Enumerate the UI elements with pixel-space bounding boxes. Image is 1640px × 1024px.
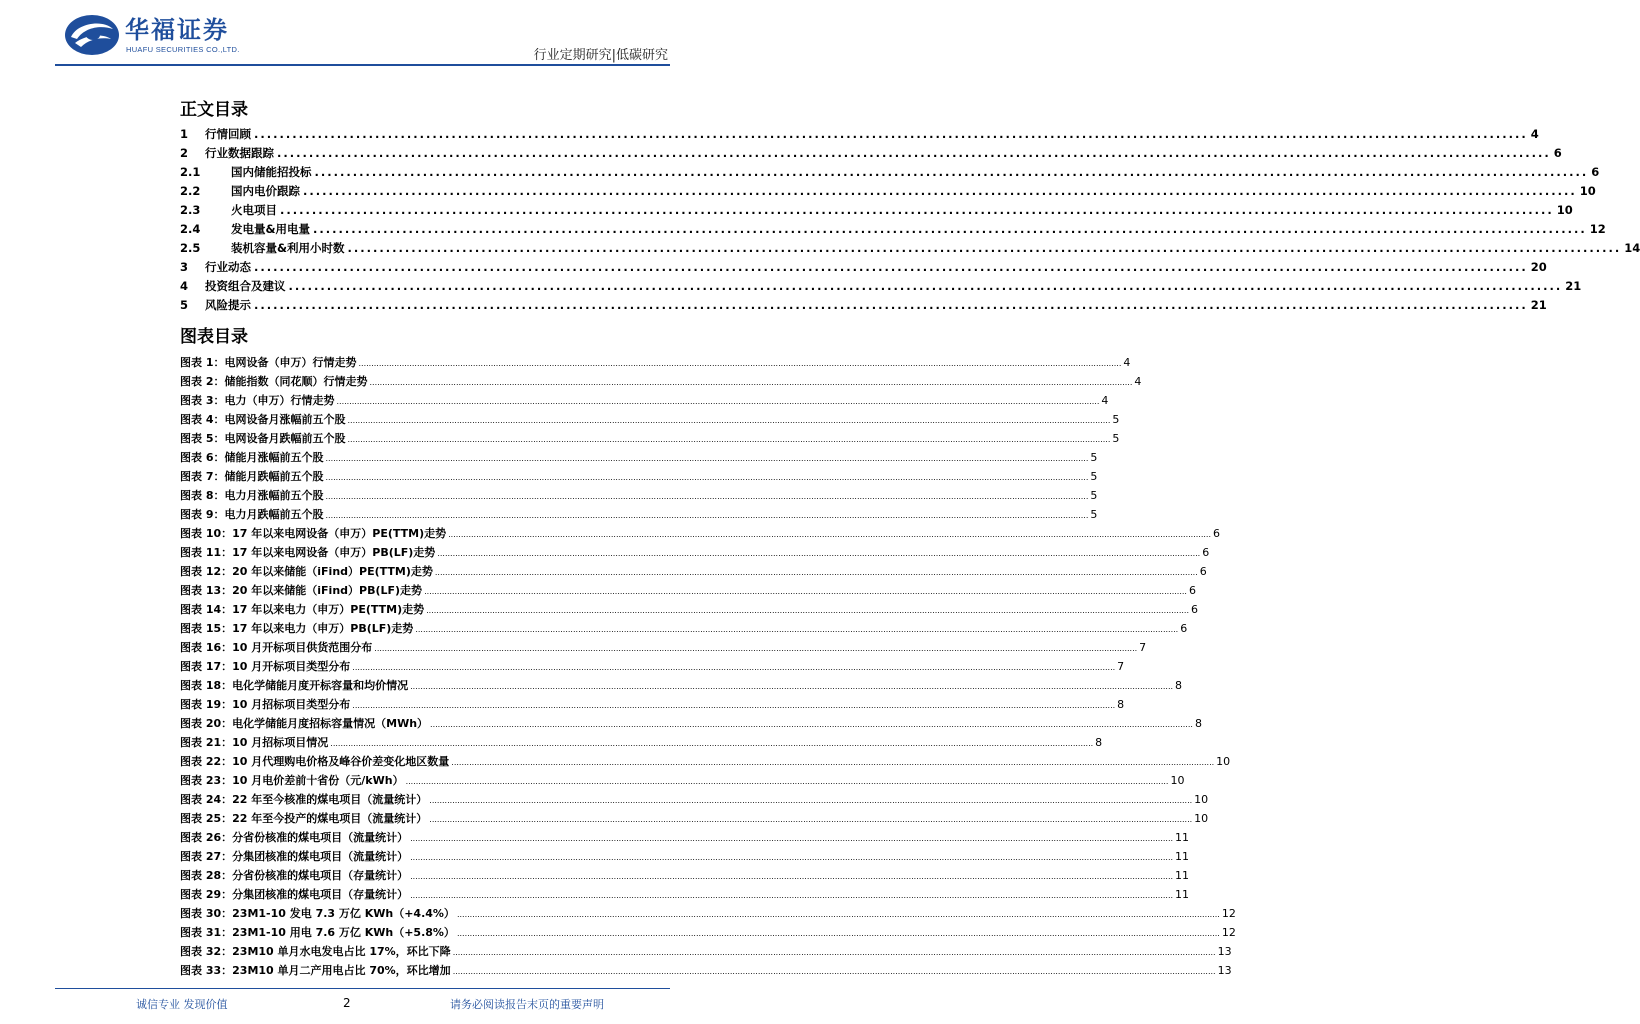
figure-leader-dots: ............................................................................................................................................................................................................................................................................................................ — [429, 796, 1193, 805]
figure-leader-dots: ............................................................................................................................................................................................................................................................................................................ — [374, 644, 1138, 653]
toc-entry[interactable] — [180, 259, 1547, 278]
figure-entry-page: 4 — [1123, 356, 1131, 369]
figure-leader-dots: ............................................................................................................................................................................................................................................................................................................ — [369, 378, 1133, 387]
figure-entry-page: 11 — [1175, 850, 1190, 863]
figure-entry-page: 8 — [1175, 679, 1183, 692]
figure-leader-dots: ............................................................................................................................................................................................................................................................................................................ — [437, 549, 1201, 558]
figure-entry[interactable] — [180, 829, 1190, 848]
figure-entry[interactable] — [180, 658, 1125, 677]
report-type: 行业定期研究|低碳研究 — [533, 48, 668, 63]
figure-entry-title: 图表 6：储能月涨幅前五个股 — [180, 451, 324, 464]
figure-entry-title: 图表 2：储能指数（同花顺）行情走势 — [180, 375, 368, 388]
figure-entry-title: 图表 14：17 年以来电力（申万）PE(TTM)走势 — [180, 603, 425, 616]
figure-entry[interactable] — [180, 544, 1210, 563]
figure-entry-title: 图表 24：22 年至今核准的煤电项目（流量统计） — [180, 793, 428, 806]
figure-entry-page: 10 — [1194, 793, 1209, 806]
figure-leader-dots: ............................................................................................................................................................................................................................................................................................................ — [405, 777, 1169, 786]
figure-entry-title: 图表 10：17 年以来电网设备（申万）PE(TTM)走势 — [180, 527, 447, 540]
figure-entry-title: 图表 1：电网设备（申万）行情走势 — [180, 356, 357, 369]
figure-entry-title: 图表 23：10 月电价差前十省份（元/kWh） — [180, 774, 404, 787]
toc-entry[interactable] — [180, 164, 1600, 183]
figure-leader-dots: ............................................................................................................................................................................................................................................................................................................ — [352, 663, 1116, 672]
page-header — [0, 0, 724, 70]
figure-leader-dots: ............................................................................................................................................................................................................................................................................................................ — [410, 891, 1174, 900]
figure-entry[interactable] — [180, 734, 1103, 753]
figure-entry-page: 6 — [1188, 584, 1196, 597]
figure-entry-page: 12 — [1221, 926, 1236, 939]
toc-entry-number: 2.1 — [180, 165, 201, 179]
figure-leader-dots: ............................................................................................................................................................................................................................................................................................................ — [410, 853, 1174, 862]
toc-leader-dots: ........................................................................................................................................................................................................ — [314, 165, 1589, 179]
figure-entry[interactable] — [180, 924, 1236, 943]
figure-entry[interactable] — [180, 848, 1190, 867]
figure-entry-page: 7 — [1139, 641, 1147, 654]
figure-leader-dots: ............................................................................................................................................................................................................................................................................................................ — [451, 758, 1215, 767]
footer-disclaimer: 请务必阅读报告末页的重要声明 — [450, 998, 604, 1011]
toc-leader-dots: ........................................................................................................................................................................................................ — [280, 203, 1554, 217]
figure-leader-dots: ............................................................................................................................................................................................................................................................................................................ — [325, 473, 1089, 482]
page-number: 2 — [343, 996, 351, 1010]
figure-leader-dots: ............................................................................................................................................................................................................................................................................................................ — [434, 568, 1198, 577]
figure-entry-title: 图表 5：电网设备月跌幅前五个股 — [180, 432, 346, 445]
figure-leader-dots: ............................................................................................................................................................................................................................................................................................................ — [347, 416, 1111, 425]
figure-leader-dots: ............................................................................................................................................................................................................................................................................................................ — [347, 435, 1111, 444]
figure-entry-page: 8 — [1095, 736, 1103, 749]
toc-entry-title: 风险提示 — [205, 298, 251, 312]
toc-entry-title: 国内储能招投标 — [231, 165, 312, 179]
figure-entry-title: 图表 30：23M1-10 发电 7.3 万亿 KWh（+4.4%） — [180, 907, 455, 920]
figure-entry-page: 12 — [1221, 907, 1236, 920]
toc-entry-title: 火电项目 — [231, 203, 277, 217]
figure-entry-title: 图表 18：电化学储能月度开标容量和均价情况 — [180, 679, 409, 692]
figure-leader-dots: ............................................................................................................................................................................................................................................................................................................ — [430, 720, 1193, 729]
figure-entry[interactable] — [180, 563, 1207, 582]
figure-entry-page: 10 — [1216, 755, 1231, 768]
figure-entry-page: 8 — [1194, 717, 1202, 730]
toc-entry[interactable] — [180, 126, 1539, 145]
toc-entry-title: 投资组合及建议 — [205, 279, 286, 293]
toc-entry-page: 10 — [1556, 203, 1573, 217]
toc-entry-title: 行业数据跟踪 — [205, 146, 274, 160]
table-of-contents — [180, 126, 1640, 316]
figure-entry[interactable] — [180, 962, 1232, 981]
figure-entry[interactable] — [180, 582, 1196, 601]
figure-entry[interactable] — [180, 791, 1209, 810]
figure-entry-title: 图表 9：电力月跌幅前五个股 — [180, 508, 324, 521]
toc-entry-number: 5 — [180, 298, 189, 312]
figure-entry-title: 图表 27：分集团核准的煤电项目（流量统计） — [180, 850, 409, 863]
figure-leader-dots: ............................................................................................................................................................................................................................................................................................................ — [424, 587, 1187, 596]
figure-entry[interactable] — [180, 696, 1125, 715]
figure-leader-dots: ............................................................................................................................................................................................................................................................................................................ — [336, 397, 1100, 406]
figure-leader-dots: ............................................................................................................................................................................................................................................................................................................ — [415, 625, 1179, 634]
figure-entry[interactable] — [180, 639, 1147, 658]
figure-entry[interactable] — [180, 810, 1209, 829]
figure-entry[interactable] — [180, 506, 1098, 525]
figure-entry-title: 图表 15：17 年以来电力（申万）PB(LF)走势 — [180, 622, 414, 635]
figure-entry-title: 图表 4：电网设备月涨幅前五个股 — [180, 413, 346, 426]
toc-entry-number: 2.4 — [180, 222, 201, 236]
toc-leader-dots: ........................................................................................................................................................................................................ — [254, 260, 1528, 274]
figure-entry-title: 图表 13：20 年以来储能（iFind）PB(LF)走势 — [180, 584, 423, 597]
toc-entry-page: 6 — [1553, 146, 1562, 160]
toc-entry-number: 1 — [180, 127, 189, 141]
figure-entry-page: 6 — [1191, 603, 1199, 616]
toc-leader-dots: ........................................................................................................................................................................................................ — [288, 279, 1563, 293]
figure-entry-page: 5 — [1090, 489, 1098, 502]
figure-entry-page: 8 — [1117, 698, 1125, 711]
figure-leader-dots: ............................................................................................................................................................................................................................................................................................................ — [456, 929, 1220, 938]
figure-entry-page: 5 — [1090, 470, 1098, 483]
figure-entry[interactable] — [180, 392, 1109, 411]
toc-entry-page: 12 — [1589, 222, 1606, 236]
figure-entry[interactable] — [180, 411, 1120, 430]
figure-leader-dots: ............................................................................................................................................................................................................................................................................................................ — [429, 815, 1193, 824]
figure-entry-title: 图表 20：电化学储能月度招标容量情况（MWh） — [180, 717, 429, 730]
figure-entry-page: 5 — [1112, 432, 1120, 445]
figure-list-heading: 图表目录 — [180, 327, 248, 347]
figure-entry-page: 6 — [1202, 546, 1210, 559]
figure-entry-title: 图表 32：23M10 单月水电发电占比 17%，环比下降 — [180, 945, 451, 958]
huafu-logo-icon — [63, 13, 121, 57]
figure-leader-dots: ............................................................................................................................................................................................................................................................................................................ — [325, 511, 1089, 520]
figure-entry[interactable] — [180, 620, 1188, 639]
figure-entry[interactable] — [180, 468, 1098, 487]
figure-leader-dots: ............................................................................................................................................................................................................................................................................................................ — [330, 739, 1094, 748]
toc-entry[interactable] — [180, 145, 1562, 164]
toc-entry-title: 行业动态 — [205, 260, 251, 274]
toc-entry-number: 4 — [180, 279, 189, 293]
figure-entry-title: 图表 22：10 月代理购电价格及峰谷价差变化地区数量 — [180, 755, 450, 768]
figure-entry[interactable] — [180, 449, 1098, 468]
figure-entry[interactable] — [180, 905, 1236, 924]
figure-entry-title: 图表 16：10 月开标项目供货范围分布 — [180, 641, 373, 654]
figure-entry[interactable] — [180, 487, 1098, 506]
figure-entry-title: 图表 7：储能月跌幅前五个股 — [180, 470, 324, 483]
toc-entry-number: 2.5 — [180, 241, 201, 255]
toc-leader-dots: ........................................................................................................................................................................................................ — [254, 298, 1528, 312]
figure-leader-dots: ............................................................................................................................................................................................................................................................................................................ — [325, 492, 1089, 501]
figure-leader-dots: ............................................................................................................................................................................................................................................................................................................ — [325, 454, 1089, 463]
figure-entry-title: 图表 17：10 月开标项目类型分布 — [180, 660, 351, 673]
footer-divider — [55, 988, 670, 989]
figure-entry-title: 图表 21：10 月招标项目情况 — [180, 736, 329, 749]
figure-entry[interactable] — [180, 715, 1202, 734]
figure-entry-page: 13 — [1217, 945, 1232, 958]
figure-entry-page: 11 — [1175, 869, 1190, 882]
toc-entry-number: 2.3 — [180, 203, 201, 217]
figure-entry[interactable] — [180, 772, 1185, 791]
figure-leader-dots: ............................................................................................................................................................................................................................................................................................................ — [452, 967, 1216, 976]
figure-entry-title: 图表 19：10 月招标项目类型分布 — [180, 698, 351, 711]
figure-list — [180, 354, 1236, 981]
figure-entry-title: 图表 28：分省份核准的煤电项目（存量统计） — [180, 869, 409, 882]
figure-entry-title: 图表 31：23M1-10 用电 7.6 万亿 KWh（+5.8%） — [180, 926, 455, 939]
toc-leader-dots: ........................................................................................................................................................................................................ — [313, 222, 1587, 236]
figure-entry-page: 6 — [1199, 565, 1207, 578]
figure-leader-dots: ............................................................................................................................................................................................................................................................................................................ — [358, 359, 1122, 368]
figure-entry-title: 图表 33：23M10 单月二产用电占比 70%，环比增加 — [180, 964, 451, 977]
figure-entry[interactable] — [180, 753, 1231, 772]
logo-text-en: HUAFU SECURITIES CO.,LTD. — [126, 45, 240, 54]
toc-entry-page: 21 — [1530, 298, 1547, 312]
toc-entry-title: 国内电价跟踪 — [231, 184, 300, 198]
toc-entry-number: 2 — [180, 146, 189, 160]
footer-slogan: 诚信专业 发现价值 — [136, 998, 228, 1011]
figure-entry-page: 6 — [1180, 622, 1188, 635]
figure-entry-page: 6 — [1213, 527, 1221, 540]
figure-entry-page: 4 — [1101, 394, 1109, 407]
figure-entry-page: 11 — [1175, 831, 1190, 844]
toc-leader-dots: ........................................................................................................................................................................................................ — [254, 127, 1528, 141]
figure-entry-title: 图表 12：20 年以来储能（iFind）PE(TTM)走势 — [180, 565, 433, 578]
figure-entry-title: 图表 25：22 年至今投产的煤电项目（流量统计） — [180, 812, 428, 825]
figure-entry-page: 10 — [1194, 812, 1209, 825]
figure-leader-dots: ............................................................................................................................................................................................................................................................................................................ — [352, 701, 1116, 710]
toc-entry-number: 3 — [180, 260, 189, 274]
toc-entry-page: 10 — [1579, 184, 1596, 198]
logo-text-cn: 华福证券 — [125, 15, 229, 44]
toc-entry-number: 2.2 — [180, 184, 201, 198]
toc-entry[interactable] — [180, 221, 1606, 240]
figure-entry[interactable] — [180, 430, 1120, 449]
figure-entry-title: 图表 26：分省份核准的煤电项目（流量统计） — [180, 831, 409, 844]
toc-entry[interactable] — [180, 183, 1596, 202]
figure-entry[interactable] — [180, 943, 1232, 962]
toc-entry-page: 20 — [1530, 260, 1547, 274]
figure-leader-dots: ............................................................................................................................................................................................................................................................................................................ — [410, 872, 1174, 881]
figure-entry-page: 10 — [1170, 774, 1185, 787]
header-divider — [55, 64, 670, 66]
figure-entry-page: 5 — [1090, 508, 1098, 521]
toc-entry-page: 21 — [1565, 279, 1582, 293]
figure-entry[interactable] — [180, 373, 1142, 392]
figure-entry[interactable] — [180, 886, 1190, 905]
toc-entry-title: 发电量&用电量 — [231, 222, 311, 236]
figure-entry[interactable] — [180, 867, 1190, 886]
toc-entry[interactable] — [180, 240, 1640, 259]
figure-entry-title: 图表 3：电力（申万）行情走势 — [180, 394, 335, 407]
figure-entry[interactable] — [180, 525, 1221, 544]
toc-heading: 正文目录 — [180, 100, 248, 120]
figure-leader-dots: ............................................................................................................................................................................................................................................................................................................ — [426, 606, 1190, 615]
figure-entry-title: 图表 8：电力月涨幅前五个股 — [180, 489, 324, 502]
figure-leader-dots: ............................................................................................................................................................................................................................................................................................................ — [456, 910, 1220, 919]
figure-entry-page: 4 — [1134, 375, 1142, 388]
figure-entry[interactable] — [180, 601, 1199, 620]
figure-leader-dots: ............................................................................................................................................................................................................................................................................................................ — [452, 948, 1216, 957]
toc-entry-page: 6 — [1591, 165, 1600, 179]
figure-entry-page: 7 — [1117, 660, 1125, 673]
figure-leader-dots: ............................................................................................................................................................................................................................................................................................................ — [448, 530, 1212, 539]
toc-entry-page: 14 — [1624, 241, 1640, 255]
figure-leader-dots: ............................................................................................................................................................................................................................................................................................................ — [410, 682, 1174, 691]
figure-entry-page: 5 — [1090, 451, 1098, 464]
toc-leader-dots: ........................................................................................................................................................................................................ — [277, 146, 1551, 160]
figure-entry[interactable] — [180, 677, 1183, 696]
figure-entry-page: 11 — [1175, 888, 1190, 901]
toc-entry[interactable] — [180, 278, 1582, 297]
toc-entry-page: 4 — [1530, 127, 1539, 141]
toc-leader-dots: ........................................................................................................................................................................................................ — [303, 184, 1577, 198]
figure-entry[interactable] — [180, 354, 1131, 373]
figure-entry-title: 图表 11：17 年以来电网设备（申万）PB(LF)走势 — [180, 546, 436, 559]
toc-entry[interactable] — [180, 202, 1573, 221]
toc-entry-title: 装机容量&利用小时数 — [231, 241, 345, 255]
toc-entry[interactable] — [180, 297, 1547, 316]
toc-entry-title: 行情回顾 — [205, 127, 251, 141]
figure-entry-title: 图表 29：分集团核准的煤电项目（存量统计） — [180, 888, 409, 901]
figure-entry-page: 5 — [1112, 413, 1120, 426]
toc-leader-dots: ........................................................................................................................................................................................................ — [347, 241, 1622, 255]
figure-entry-page: 13 — [1217, 964, 1232, 977]
figure-leader-dots: ............................................................................................................................................................................................................................................................................................................ — [410, 834, 1174, 843]
